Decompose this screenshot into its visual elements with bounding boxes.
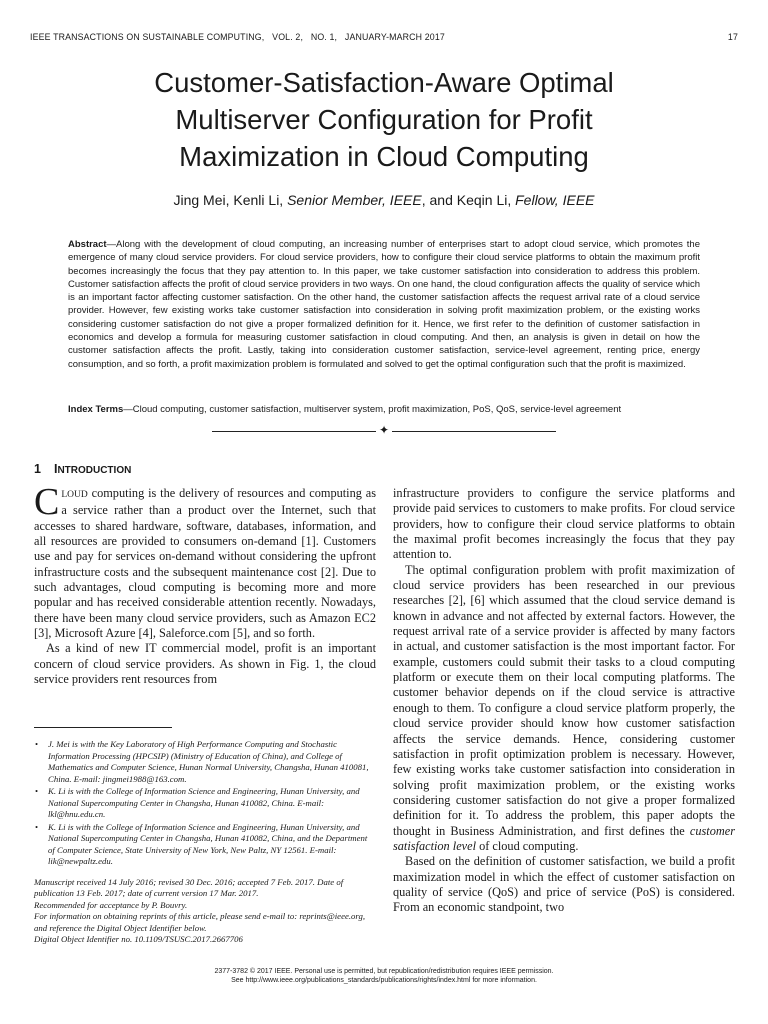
index-terms bbox=[68, 404, 708, 415]
publication-notes bbox=[34, 877, 376, 946]
section-number: 1 bbox=[34, 462, 41, 476]
title-line-2: Multiserver Configuration for Profit bbox=[175, 104, 593, 135]
body-column-left bbox=[34, 481, 376, 687]
paragraph: Based on the definition of customer satisfaction, we build a profit maximization model in which the effect of customer satisfaction on quality of service (QoS) and price of service (PoS) is considered. From an economic standpoint, two bbox=[393, 854, 735, 915]
title-line-3: Maximization in Cloud Computing bbox=[179, 141, 589, 172]
drop-cap: C bbox=[34, 481, 60, 523]
authors-part-1: Jing Mei, Kenli Li, bbox=[173, 192, 288, 208]
paragraph: infrastructure providers to configure the service platforms and provide paid services to customers to make profits. For cloud service providers, how to configure their cloud service platforms to obtain the maximal profit becomes increasingly the focus that they pay attention to. bbox=[393, 486, 735, 562]
running-head bbox=[30, 32, 738, 46]
author-role-2: Fellow, IEEE bbox=[515, 192, 595, 208]
authors-part-2: , and Keqin Li, bbox=[421, 192, 516, 208]
intro-smallcaps: LOUD bbox=[61, 490, 88, 500]
affiliation-item: • K. Li is with the College of Information Science and Engineering, Hunan University, and National Supercomputing Center in Changsha, Hunan 410082, China. E-mail: lkl@hnu.edu.cn. bbox=[35, 786, 360, 819]
body-column-right bbox=[393, 486, 735, 916]
abstract-label: Abstract bbox=[68, 239, 107, 250]
index-terms-text: —Cloud computing, customer satisfaction, multiserver system, profit maximization, PoS, QoS, service-level agreement bbox=[123, 404, 622, 415]
recommended-by: Recommended for acceptance by P. Bouvry. bbox=[34, 899, 188, 910]
bullet-icon: • bbox=[35, 739, 39, 749]
bullet-icon: • bbox=[35, 786, 39, 796]
affiliation-item: • J. Mei is with the Key Laboratory of High Performance Computing and Stochastic Information Processing (HPCSIP) (Ministry of Education of China), and College of Mathematics and Computer Science, Hunan Normal University, Changsha, Hunan 410081, China. E-mail: jingmei1988@163.com. bbox=[35, 739, 369, 784]
index-terms-label: Index Terms bbox=[68, 404, 124, 415]
footnotes bbox=[34, 739, 376, 946]
reprints-info: For information on obtaining reprints of this article, please send e-mail to: reprints@ieee.org, and reference the Digital Object Identifier below. bbox=[34, 911, 366, 933]
paragraph-text: computing is the delivery of resources and computing as a service rather than a product over the Internet, such that accesses to shared hardware, software, databases, information, and all resources are provided to consumers on-demand [1]. Customers use and pay for services on-demand without considering the upfront infrastructure costs and the subsequent maintenance cost [2]. Due to such advantages, cloud computing is becoming more and more popular and has received considerable attention recently. Nowadays, there have been many cloud service providers, such as Amazon EC2 [3], Microsoft Azure [4], Saleforce.com [5], and so forth. bbox=[34, 486, 376, 641]
copyright-notice bbox=[0, 967, 768, 986]
paragraph: The optimal configuration problem with profit maximization of cloud service providers has been researched in our previous researches [2], [6] which assumed that the cloud service demand is known in advance and not affected by external factors. However, the request arrival rate of a service provider is affected by many factors in actual, and customer satisfaction is the most important factor. For example, customers could submit their tasks to a cloud computing platform or execute them on their local computing platforms. The customer behavior depends on if the cloud service is attractive enough to them. To configure a cloud service platform properly, the cloud service provider should know how customer satisfaction affects the service demands. Hence, considering customer satisfaction in profit optimization problem is necessary. However, few existing works take customer satisfaction into consideration in solving profit maximization problem, or the existing works considering customer satisfaction do not give a proper formalized definition for it. To address the problem, this paper adopts the thought in Business Administration, and first defines the customer satisfaction level of cloud computing. bbox=[393, 562, 735, 853]
section-heading bbox=[34, 462, 131, 476]
divider-line-right bbox=[392, 431, 556, 432]
section-title-rest: NTRODUCTION bbox=[57, 465, 132, 476]
paragraph bbox=[34, 481, 376, 641]
copyright-line-2: See http://www.ieee.org/publications_standards/publications/rights/index.html for more information. bbox=[231, 977, 537, 985]
section-divider bbox=[212, 424, 556, 438]
divider-line-left bbox=[212, 431, 376, 432]
manuscript-dates: Manuscript received 14 July 2016; revised 30 Dec. 2016; accepted 7 Feb. 2017. Date of publication 13 Feb. 2017; date of current version 17 Mar. 2017. bbox=[34, 876, 344, 898]
abstract-text: —Along with the development of cloud computing, an increasing number of enterprises start to adopt cloud service, which promotes the emergence of many cloud service providers. For cloud service providers, how to configure their cloud service platforms to obtain the maximum profit becomes increasingly the focus that they pay attention to. In this paper, we take customer satisfaction into consideration to address this problem. Customer satisfaction affects the profit of cloud service providers in two ways. On one hand, the cloud configuration affects the quality of service which is an important factor affecting customer satisfaction. On the other hand, the customer satisfaction affects the request arrival rate of a cloud service provider. However, few existing works take customer satisfaction into consideration in solving profit maximization problem, or the existing works considering customer satisfaction do not give a proper formalized definition for it. Hence, we first refer to the definition of customer satisfaction in economics and develop a formula for measuring customer satisfaction in cloud computing. And then, an analysis is given in detail on how the customer satisfaction affects the profit. Lastly, taking into consideration customer satisfaction, service-level agreement, renting price, energy consumption, and so forth, a profit maximization problem is formulated and solved to get the optimal configuration such that the profit is maximized. bbox=[68, 239, 700, 370]
divider-ornament-icon: ✦ bbox=[378, 423, 390, 437]
section-title-initial: I bbox=[53, 462, 58, 476]
doi: Digital Object Identifier no. 10.1109/TSUSC.2017.2667706 bbox=[34, 934, 243, 944]
emphasis: customer satisfaction level bbox=[393, 823, 735, 853]
paper-title bbox=[60, 64, 708, 175]
bullet-icon: • bbox=[35, 821, 39, 832]
copyright-line-1: 2377-3782 © 2017 IEEE. Personal use is permitted, but republication/redistribution requires IEEE permission. bbox=[214, 968, 554, 975]
author-list bbox=[0, 192, 768, 208]
journal-header: IEEE TRANSACTIONS ON SUSTAINABLE COMPUTING, VOL. 2, NO. 1, JANUARY-MARCH 2017 bbox=[30, 32, 445, 42]
footnote-rule bbox=[34, 727, 172, 728]
affiliation-list bbox=[34, 739, 376, 868]
abstract bbox=[68, 238, 700, 371]
page-number: 17 bbox=[727, 32, 738, 42]
title-line-1: Customer-Satisfaction-Aware Optimal bbox=[154, 67, 614, 98]
affiliation-item: • K. Li is with the College of Information Science and Engineering, Hunan University, and National Supercomputing Center in Changsha, Hunan 410082, China, and the Department of Computer Science, State University of New York, New Paltz, NY 12561. E-mail: lik@newpaltz.edu. bbox=[35, 821, 368, 866]
paragraph: As a kind of new IT commercial model, profit is an important concern of cloud service providers. As shown in Fig. 1, the cloud service providers rent resources from bbox=[34, 641, 376, 687]
author-role-1: Senior Member, IEEE bbox=[287, 192, 422, 208]
